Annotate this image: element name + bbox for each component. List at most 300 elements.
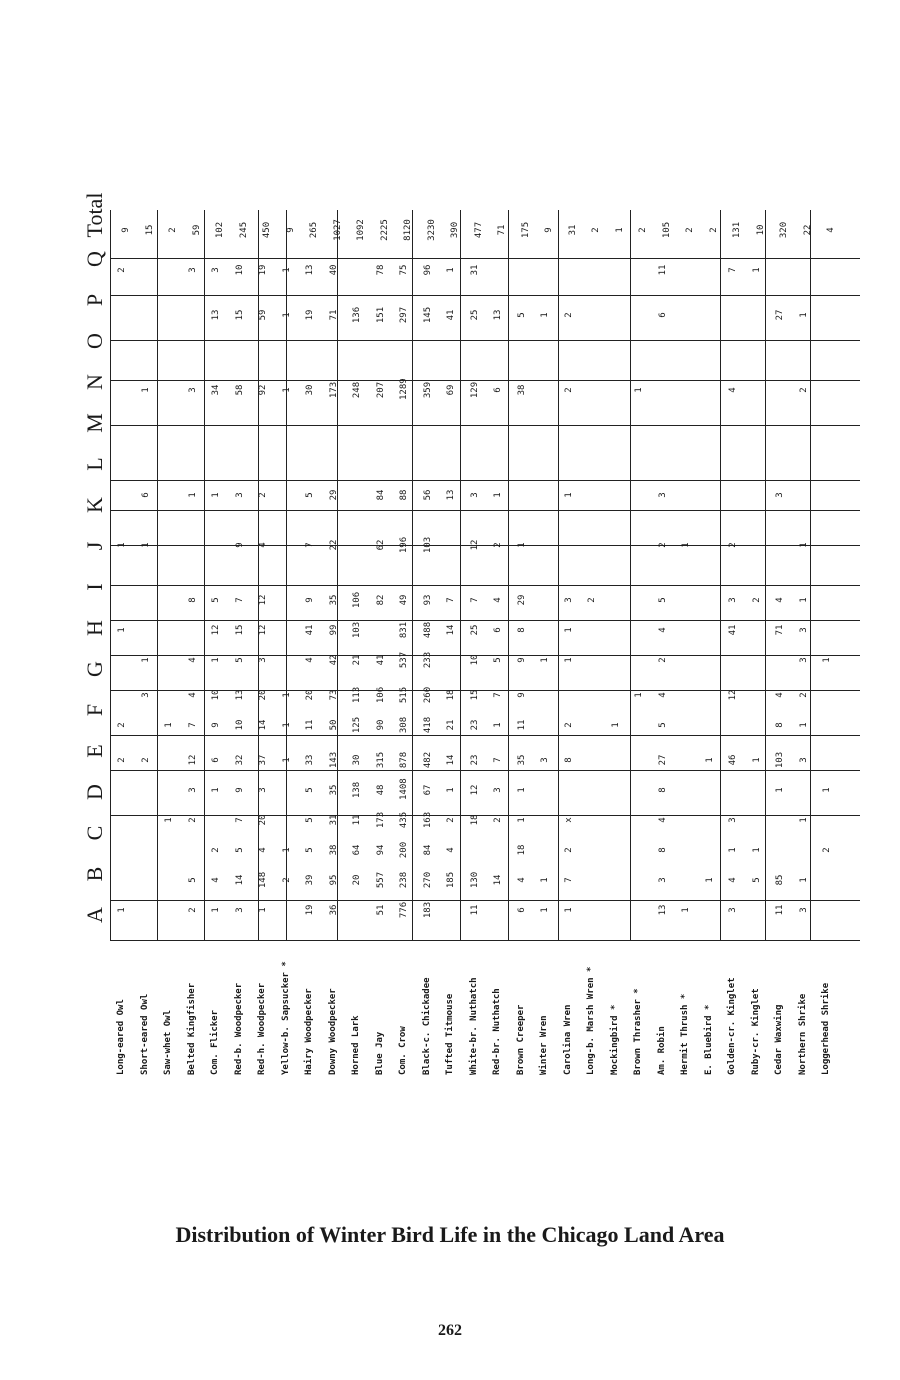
- table-cell-total: 245: [238, 221, 249, 239]
- table-cell-p: 15: [234, 309, 245, 321]
- column-header-o: O: [82, 333, 107, 349]
- table-cell-m: 6: [140, 492, 151, 498]
- table-cell-l: 1: [516, 542, 527, 548]
- table-cell-h: 12: [728, 689, 738, 701]
- table-cell-e: 138: [352, 781, 362, 799]
- table-cell-i: 3: [798, 657, 809, 663]
- table-cell-b: 2: [281, 877, 292, 883]
- table-cell-a: 2: [187, 907, 198, 913]
- table-cell-b: 557: [375, 871, 386, 889]
- table-cell-total: 1: [614, 227, 625, 233]
- table-cell-f: 14: [446, 754, 456, 766]
- table-cell-l: 62: [375, 539, 386, 551]
- table-cell-m: 2: [258, 492, 268, 498]
- table-cell-a: 13: [657, 904, 668, 916]
- table-cell-b: 3: [657, 877, 668, 883]
- table-cell-g: 14: [258, 719, 268, 731]
- table-cell-h: 13: [234, 689, 245, 701]
- table-cell-q: 96: [422, 264, 433, 276]
- table-cell-k: 8: [187, 597, 198, 603]
- table-cell-q: 1: [281, 267, 292, 273]
- table-cell-c: 1: [728, 847, 738, 853]
- table-cell-total: 102: [215, 221, 225, 239]
- table-cell-b: 14: [234, 874, 245, 886]
- species-name: Short-eared Owl: [139, 993, 150, 1075]
- table-cell-p: 19: [305, 309, 315, 321]
- table-cell-d: 173: [375, 811, 386, 829]
- column-header-b: B: [82, 866, 107, 882]
- species-name: White-br. Nuthatch: [468, 977, 479, 1075]
- grid-vline: [630, 210, 631, 940]
- table-cell-g: 418: [422, 716, 433, 734]
- species-name: Winter Wren: [539, 1015, 549, 1075]
- table-cell-a: 1: [681, 907, 691, 913]
- table-cell-q: 19: [258, 264, 268, 276]
- table-cell-h: 9: [516, 692, 527, 698]
- table-cell-p: 136: [352, 306, 362, 324]
- table-cell-d: 31: [328, 814, 339, 826]
- table-cell-q: 10: [234, 264, 245, 276]
- table-cell-p: 2: [563, 312, 574, 318]
- table-cell-a: 11: [775, 904, 785, 916]
- species-name: Black-c. Chickadee: [421, 977, 432, 1075]
- grid-vline: [558, 210, 559, 940]
- table-cell-l: 2: [728, 542, 738, 548]
- table-cell-c: 2: [563, 847, 574, 853]
- table-cell-b: 7: [563, 877, 574, 883]
- table-cell-c: 1: [751, 847, 762, 853]
- grid-vline: [412, 210, 413, 940]
- grid-vline: [765, 210, 766, 940]
- table-cell-h: 1: [281, 692, 292, 698]
- table-cell-f: 46: [728, 754, 738, 766]
- table-cell-m: 29: [328, 489, 339, 501]
- bird-distribution-table: [110, 180, 870, 1100]
- table-cell-m: 1: [187, 492, 198, 498]
- table-cell-total: 31: [567, 224, 578, 236]
- grid-vline: [204, 210, 205, 940]
- table-cell-c: 38: [328, 844, 339, 856]
- table-cell-h: 4: [187, 692, 198, 698]
- table-cell-e: 3: [258, 787, 268, 793]
- table-cell-m: 1: [493, 492, 503, 498]
- table-cell-d: 5: [305, 817, 315, 823]
- table-cell-e: 12: [469, 784, 480, 796]
- table-cell-a: 3: [234, 907, 245, 913]
- table-cell-i: 1: [563, 657, 574, 663]
- table-cell-b: 130: [469, 871, 480, 889]
- table-cell-m: 5: [305, 492, 315, 498]
- table-cell-a: 776: [399, 901, 409, 919]
- table-cell-g: 23: [469, 719, 480, 731]
- table-cell-k: 4: [493, 597, 503, 603]
- table-cell-n: 1: [634, 387, 644, 393]
- species-name: Red-b. Woodpecker: [233, 982, 244, 1075]
- column-header-i: I: [82, 583, 107, 591]
- table-cell-k: 7: [234, 597, 245, 603]
- table-cell-m: 1: [211, 492, 221, 498]
- table-cell-k: 2: [751, 597, 762, 603]
- column-header-d: D: [82, 784, 107, 800]
- table-cell-h: 515: [399, 686, 409, 704]
- table-cell-p: 59: [258, 309, 268, 321]
- table-cell-g: 7: [187, 722, 198, 728]
- species-name: Brown Thrasher *: [633, 988, 643, 1075]
- column-header-m: M: [82, 413, 107, 433]
- table-cell-p: 1: [798, 312, 809, 318]
- species-name: Ruby-cr. Kinglet: [750, 988, 761, 1075]
- table-cell-h: 260: [422, 686, 433, 704]
- table-cell-p: 41: [446, 309, 456, 321]
- table-cell-e: 5: [305, 787, 315, 793]
- table-cell-q: 1: [446, 267, 456, 273]
- table-cell-k: 3: [728, 597, 738, 603]
- table-cell-p: 1: [540, 312, 550, 318]
- table-cell-c: 84: [422, 844, 433, 856]
- species-name: Long-b. Marsh Wren *: [586, 966, 596, 1075]
- table-cell-j: 488: [422, 621, 433, 639]
- grid-hline: [110, 545, 860, 546]
- table-cell-j: 71: [775, 624, 785, 636]
- table-cell-l: 2: [657, 542, 668, 548]
- table-cell-g: 2: [563, 722, 574, 728]
- table-cell-total: 320: [779, 221, 789, 239]
- column-header-h: H: [82, 620, 107, 636]
- table-cell-g: 9: [211, 722, 221, 728]
- table-cell-a: 19: [305, 904, 315, 916]
- table-cell-k: 5: [657, 597, 668, 603]
- table-cell-d: 18: [469, 814, 480, 826]
- table-cell-e: 1408: [399, 778, 409, 800]
- table-cell-g: 21: [446, 719, 456, 731]
- table-cell-q: 3: [211, 267, 221, 273]
- table-cell-p: 5: [516, 312, 527, 318]
- table-cell-l: 103: [422, 536, 433, 554]
- table-cell-total: 175: [520, 221, 531, 239]
- table-cell-g: 2: [117, 722, 127, 728]
- table-cell-n: 4: [728, 387, 738, 393]
- table-cell-m: 56: [422, 489, 433, 501]
- table-cell-f: 35: [516, 754, 527, 766]
- grid-vline: [110, 210, 111, 940]
- table-cell-d: 3: [728, 817, 738, 823]
- column-header-q: Q: [82, 251, 107, 267]
- table-cell-b: 39: [305, 874, 315, 886]
- table-cell-n: 3: [187, 387, 198, 393]
- table-cell-total: 3230: [426, 219, 437, 241]
- table-cell-q: 2: [117, 267, 127, 273]
- table-cell-q: 11: [657, 264, 668, 276]
- table-cell-f: 3: [798, 757, 809, 763]
- table-cell-total: 8120: [403, 219, 413, 241]
- table-cell-b: 270: [422, 871, 433, 889]
- table-cell-i: 233: [422, 651, 433, 669]
- column-header-g: G: [82, 661, 107, 677]
- table-cell-b: 5: [187, 877, 198, 883]
- table-cell-b: 14: [493, 874, 503, 886]
- table-cell-d: 4: [657, 817, 668, 823]
- grid-vline: [508, 210, 509, 940]
- table-cell-a: 1: [563, 907, 574, 913]
- grid-hline: [110, 735, 860, 736]
- table-cell-d: 1: [798, 817, 809, 823]
- table-cell-e: 1: [211, 787, 221, 793]
- table-cell-l: 1: [117, 542, 127, 548]
- table-cell-p: 27: [775, 309, 785, 321]
- table-cell-h: 2: [798, 692, 809, 698]
- table-cell-g: 1: [281, 722, 292, 728]
- table-cell-i: 1: [140, 657, 151, 663]
- table-cell-n: 1: [281, 387, 292, 393]
- table-cell-k: 49: [399, 594, 409, 606]
- table-cell-n: 1289: [399, 378, 409, 400]
- table-cell-j: 3: [798, 627, 809, 633]
- table-cell-k: 82: [375, 594, 386, 606]
- column-header-f: F: [82, 703, 107, 717]
- table-cell-j: 103: [352, 621, 362, 639]
- table-cell-j: 12: [211, 624, 221, 636]
- table-cell-n: 34: [211, 384, 221, 396]
- table-cell-k: 2: [587, 597, 597, 603]
- table-cell-e: 35: [328, 784, 339, 796]
- table-cell-total: 71: [497, 224, 507, 236]
- table-cell-h: 113: [352, 686, 362, 704]
- table-cell-d: 2: [493, 817, 503, 823]
- table-cell-j: 41: [728, 624, 738, 636]
- table-cell-h: 20: [258, 689, 268, 701]
- table-cell-total: 22: [802, 224, 813, 236]
- table-cell-p: 25: [469, 309, 480, 321]
- table-cell-a: 1: [540, 907, 550, 913]
- table-cell-m: 1: [563, 492, 574, 498]
- table-cell-a: 183: [422, 901, 433, 919]
- table-cell-l: 22: [328, 539, 339, 551]
- table-cell-g: 8: [775, 722, 785, 728]
- table-cell-e: 1: [516, 787, 527, 793]
- table-cell-j: 8: [516, 627, 527, 633]
- species-name: Brown Creeper: [515, 1004, 526, 1075]
- table-cell-total: 2: [638, 227, 648, 233]
- table-cell-h: 4: [775, 692, 785, 698]
- table-cell-b: 185: [446, 871, 456, 889]
- species-name: Tufted Titmouse: [445, 993, 455, 1075]
- column-header-e: E: [82, 744, 107, 758]
- table-cell-e: 67: [422, 784, 433, 796]
- table-cell-i: 5: [234, 657, 245, 663]
- table-cell-j: 831: [399, 621, 409, 639]
- table-cell-b: 20: [352, 874, 362, 886]
- table-cell-i: 5: [493, 657, 503, 663]
- table-cell-f: 32: [234, 754, 245, 766]
- table-cell-h: 73: [328, 689, 339, 701]
- table-cell-h: 20: [305, 689, 315, 701]
- species-name: Hairy Woodpecker: [304, 988, 314, 1075]
- table-cell-q: 3: [187, 267, 198, 273]
- species-name: Mockingbird *: [609, 1004, 620, 1075]
- table-cell-total: 1092: [356, 219, 366, 241]
- table-cell-l: 2: [493, 542, 503, 548]
- table-cell-l: 7: [305, 542, 315, 548]
- table-cell-k: 93: [422, 594, 433, 606]
- table-cell-k: 7: [469, 597, 480, 603]
- table-cell-d: 2: [446, 817, 456, 823]
- grid-hline: [110, 480, 860, 481]
- table-cell-d: 7: [234, 817, 245, 823]
- grid-hline: [110, 340, 860, 341]
- species-name: Saw-whet Owl: [163, 1009, 173, 1075]
- table-cell-q: 75: [399, 264, 409, 276]
- table-cell-a: 1: [211, 907, 221, 913]
- table-cell-k: 5: [211, 597, 221, 603]
- table-cell-i: 3: [258, 657, 268, 663]
- species-name: Com. Crow: [398, 1026, 408, 1075]
- table-cell-l: 1: [681, 542, 691, 548]
- table-cell-n: 58: [234, 384, 245, 396]
- table-cell-h: 15: [469, 689, 480, 701]
- table-cell-p: 145: [422, 306, 433, 324]
- column-header-c: C: [82, 825, 107, 841]
- grid-vline: [157, 210, 158, 940]
- table-cell-j: 25: [469, 624, 480, 636]
- table-cell-k: 29: [516, 594, 527, 606]
- grid-hline: [110, 815, 860, 816]
- table-cell-n: 207: [375, 381, 386, 399]
- table-cell-g: 11: [516, 719, 527, 731]
- table-cell-e: 3: [493, 787, 503, 793]
- table-cell-j: 12: [258, 624, 268, 636]
- table-cell-f: 8: [563, 757, 574, 763]
- table-cell-q: 40: [328, 264, 339, 276]
- table-cell-total: 10: [755, 224, 766, 236]
- table-cell-b: 5: [751, 877, 762, 883]
- table-cell-g: 308: [399, 716, 409, 734]
- table-cell-k: 7: [446, 597, 456, 603]
- table-cell-total: 131: [732, 221, 742, 239]
- table-cell-c: 5: [305, 847, 315, 853]
- table-cell-f: 30: [352, 754, 362, 766]
- table-cell-l: 12: [469, 539, 480, 551]
- table-cell-b: 4: [516, 877, 527, 883]
- table-cell-g: 1: [798, 722, 809, 728]
- species-name: Am. Robin: [656, 1026, 667, 1075]
- table-cell-h: 7: [493, 692, 503, 698]
- table-cell-i: 42: [328, 654, 339, 666]
- table-cell-total: 2: [168, 227, 178, 233]
- column-header-p: P: [82, 293, 107, 307]
- species-name: E. Bluebird *: [703, 1004, 714, 1075]
- grid-hline: [110, 258, 860, 259]
- table-cell-j: 6: [493, 627, 503, 633]
- table-cell-a: 11: [469, 904, 480, 916]
- species-name: Red-br. Nuthatch: [492, 988, 502, 1075]
- table-cell-g: 1: [493, 722, 503, 728]
- table-cell-i: 2: [657, 657, 668, 663]
- grid-vline: [720, 210, 721, 940]
- table-cell-f: 27: [657, 754, 668, 766]
- grid-hline: [110, 510, 860, 511]
- table-cell-a: 51: [375, 904, 386, 916]
- table-cell-a: 6: [516, 907, 527, 913]
- table-cell-c: 5: [234, 847, 245, 853]
- table-cell-j: 1: [563, 627, 574, 633]
- table-cell-g: 10: [234, 719, 245, 731]
- table-cell-m: 88: [399, 489, 409, 501]
- table-cell-m: 3: [657, 492, 668, 498]
- table-cell-i: 4: [305, 657, 315, 663]
- page-number: 262: [438, 1322, 462, 1339]
- table-cell-e: 48: [375, 784, 386, 796]
- table-cell-f: 37: [258, 754, 268, 766]
- table-cell-c: 8: [657, 847, 668, 853]
- table-cell-k: 12: [258, 594, 268, 606]
- table-cell-j: 41: [305, 624, 315, 636]
- species-name: Com. Flicker: [210, 1009, 220, 1075]
- table-cell-k: 35: [328, 594, 339, 606]
- table-cell-f: 103: [775, 751, 785, 769]
- table-cell-e: 1: [775, 787, 785, 793]
- table-cell-k: 1: [798, 597, 809, 603]
- table-cell-j: 99: [328, 624, 339, 636]
- species-name: Carolina Wren: [562, 1004, 573, 1075]
- table-cell-f: 1: [704, 757, 715, 763]
- table-cell-d: x: [563, 817, 574, 823]
- table-cell-i: 10: [469, 654, 480, 666]
- table-cell-b: 4: [728, 877, 738, 883]
- column-header-total: Total: [82, 192, 107, 238]
- table-cell-f: 482: [422, 751, 433, 769]
- table-cell-total: 4: [826, 227, 836, 233]
- table-cell-k: 9: [305, 597, 315, 603]
- table-cell-p: 297: [399, 306, 409, 324]
- table-cell-a: 1: [258, 907, 268, 913]
- table-cell-k: 106: [352, 591, 362, 609]
- table-cell-k: 4: [775, 597, 785, 603]
- table-cell-d: 20: [258, 814, 268, 826]
- table-cell-d: 2: [187, 817, 198, 823]
- table-cell-m: 3: [469, 492, 480, 498]
- table-cell-n: 38: [516, 384, 527, 396]
- species-name: Long-eared Owl: [116, 999, 126, 1075]
- species-name: Golden-cr. Kinglet: [727, 977, 737, 1075]
- grid-vline: [460, 210, 461, 940]
- table-cell-a: 36: [328, 904, 339, 916]
- table-cell-total: 105: [661, 221, 672, 239]
- table-cell-f: 1: [281, 757, 292, 763]
- table-cell-p: 13: [211, 309, 221, 321]
- grid-hline: [110, 770, 860, 771]
- species-name: Northern Shrike: [797, 993, 808, 1075]
- page-title: Distribution of Winter Bird Life in the Chicago Land Area: [175, 1222, 725, 1247]
- table-cell-q: 13: [305, 264, 315, 276]
- column-header-n: N: [82, 374, 107, 390]
- table-cell-n: 129: [469, 381, 480, 399]
- table-cell-c: 4: [258, 847, 268, 853]
- table-cell-f: 12: [187, 754, 198, 766]
- grid-hline: [110, 940, 860, 941]
- table-cell-p: 13: [493, 309, 503, 321]
- table-cell-i: 1: [211, 657, 221, 663]
- table-cell-total: 15: [144, 224, 155, 236]
- table-cell-b: 1: [704, 877, 715, 883]
- table-cell-m: 3: [234, 492, 245, 498]
- table-cell-b: 4: [211, 877, 221, 883]
- table-cell-e: 8: [657, 787, 668, 793]
- table-cell-g: 11: [305, 719, 315, 731]
- species-name: Horned Lark: [351, 1015, 361, 1075]
- table-cell-a: 3: [798, 907, 809, 913]
- table-cell-c: 2: [822, 847, 832, 853]
- table-cell-c: 18: [516, 844, 527, 856]
